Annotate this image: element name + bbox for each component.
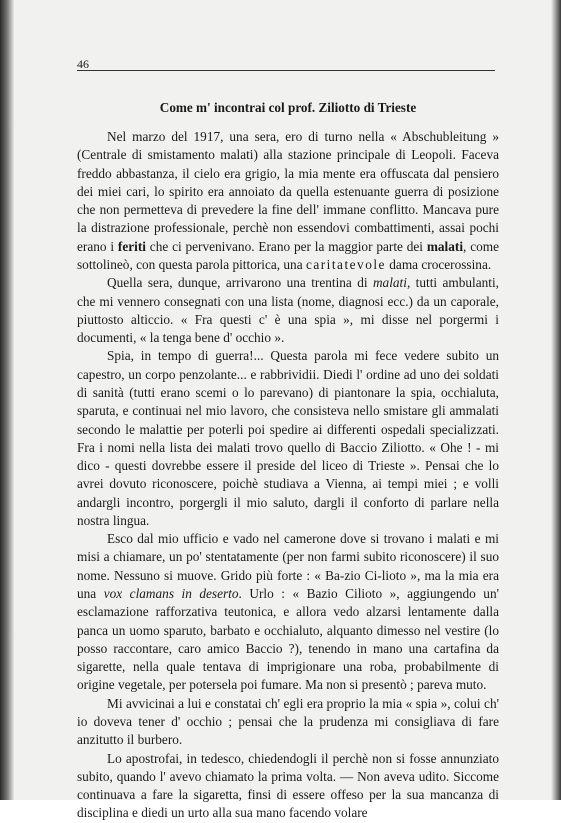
text-run: dama crocerossina.	[385, 256, 492, 272]
header-rule	[77, 70, 495, 71]
text-run: . Urlo : « Bazio Cilioto », aggiungendo un' esclamazione rafforzativa teutonica, e allora vedo alzarsi lentamente dalla panca un uomo sparuto, barbato e occhialuto, alquanto dimesso nel vestire (lo posso raccontare, caro amico Baccio ?), tenendo in mano una cartafina da sigarette, nella quale tentava di imprigionare una roba, probabilmente di origine vegetale, per potersela poi fumare. Ma non si presentò ; pareva muto.	[77, 586, 499, 693]
spaced-text: caritatevole	[305, 256, 386, 272]
page-number: 46	[77, 57, 89, 71]
body-text	[77, 128, 499, 823]
paragraph	[77, 750, 499, 823]
text-run: che ci pervenivano. Erano per la maggior parte dei	[145, 238, 427, 254]
text-run: Lo apostrofai, in tedesco, chiedendogli il perchè non si fosse annunziato subito, quando l' avevo chiamato la prima volta. — Non aveva udito. Siccome continuava a fare la sigaretta, finsi di essere offeso per la sua mancanza di disciplina e diedi un urto alla sua mano facendo volare	[77, 750, 499, 821]
italic-text: malati	[372, 275, 407, 291]
paragraph	[77, 695, 499, 750]
text-run: , come sottolineò, con questa parola pittorica, una	[77, 238, 499, 272]
paragraph	[77, 347, 499, 530]
text-run: , tutti ambulanti, che mi vennero consegnati con una lista (nome, diagnosi ecc.) da un caporale, piuttosto alticcio. « Fra questi c' è una spia », mi disse nel porgermi i documenti, « la tenga bene d' occhio ».	[77, 275, 499, 346]
italic-text: vox clamans in deserto	[103, 586, 239, 602]
bold-text: feriti	[117, 238, 146, 254]
paragraph	[77, 274, 499, 347]
text-run: Nel marzo del 1917, una sera, ero di turno nella « Abschubleitung » (Centrale di smistamento malati) alla stazione principale di Leopoli. Faceva freddo abbastanza, il cielo era grigio, la mia mente era offuscata dal pensiero dei miei cari, lo spirito era annoiato da quella estenuante guerra di posizione che non permetteva di prevedere la fine dell' immane conflitto. Mancava pure la distrazione professionale, perchè non essendovi combattimenti, assai pochi erano i	[77, 129, 499, 254]
paragraph	[77, 530, 499, 695]
bold-text: malati	[426, 238, 464, 254]
text-run: Spia, in tempo di guerra!... Questa parola mi fece vedere subito un capestro, un corpo penzolante... e rabbrividii. Diedi l' ordine ad uno dei soldati di sanità (tutti erano scemi o lo parevano) di piantonare la spia, occhialuta, sparuta, e continuai nel mio lavoro, che consisteva nello smistare gli ammalati secondo le malattie per poterli poi spedire ai differenti ospedali specializzati. Fra i nomi nella lista dei malati trovo quello di Baccio Ziliotto. « Ohe ! - mi dico - questi dovrebbe essere il preside del liceo di Trieste ». Pensai che lo avrei dovuto riconoscere, poichè studiava a Vienna, ai tempi miei ; e volli andargli incontro, porgergli il mio saluto, dargli il conforto di parlare nella nostra lingua.	[77, 348, 499, 528]
text-run: Esco dal mio ufficio e vado nel camerone dove si trovano i malati e mi misi a chiamare, un po' stentatamente (per non farmi subito riconoscere) il suo nome. Nessuno si muove. Grido più forte : « Ba-zio Ci-lioto », ma la mia era una	[77, 531, 499, 602]
paragraph	[77, 128, 499, 274]
chapter-title: Come m' incontrai col prof. Ziliotto di Trieste	[159, 100, 417, 115]
page-edge-shadow	[551, 0, 561, 800]
page-binding-shadow	[0, 0, 14, 800]
text-run: Quella sera, dunque, arrivarono una trentina di	[107, 275, 373, 291]
text-run: Mi avvicinai a lui e constatai ch' egli era proprio la mia « spia », colui ch' io doveva tener d' occhio ; pensai che la prudenza mi consigliava di fare anzitutto il burbero.	[77, 695, 499, 748]
